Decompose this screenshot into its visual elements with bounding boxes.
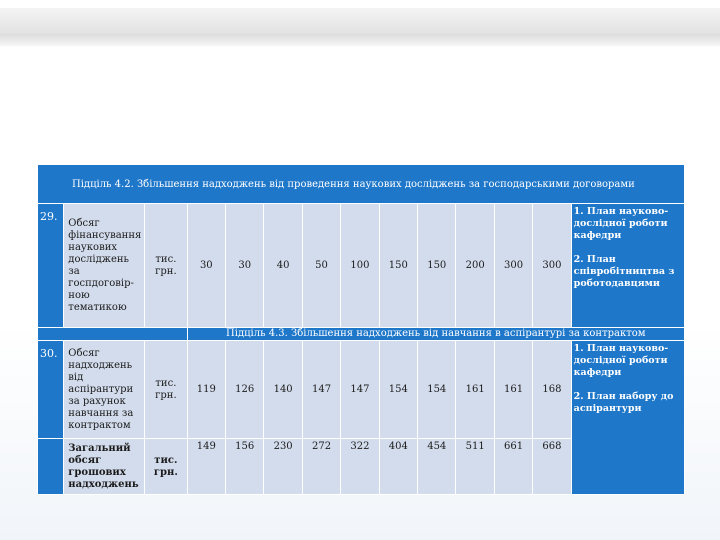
- total-value-cell: 454: [418, 439, 456, 495]
- row-number: 29.: [38, 204, 64, 328]
- label-line: надходжень: [68, 478, 139, 490]
- total-value-cell: 404: [379, 439, 417, 495]
- label-line: обсяг: [68, 454, 102, 466]
- table-row-29: [38, 204, 685, 328]
- subsection-2-row: [38, 328, 685, 341]
- value-cell: 50: [302, 204, 340, 328]
- label-line: контрактом: [68, 419, 131, 431]
- row-29-unit: тис. грн.: [145, 204, 187, 328]
- total-value-cell: 668: [533, 439, 571, 495]
- label-line: Загальний: [68, 442, 131, 454]
- value-cell: 147: [341, 341, 379, 439]
- note-item: 1. План науково-дослідної роботи кафедри: [573, 343, 669, 378]
- total-value-cell: 322: [341, 439, 379, 495]
- value-cell: 300: [494, 204, 532, 328]
- label-line: навчання за: [68, 407, 134, 419]
- value-cell: 168: [533, 341, 571, 439]
- note-item: 2. План співробітництва з роботодавцями: [573, 254, 675, 289]
- label-line: Обсяг: [68, 347, 100, 359]
- value-cell: 30: [226, 204, 264, 328]
- total-value-cell: 272: [302, 439, 340, 495]
- table-row-30: [38, 341, 685, 439]
- value-cell: 40: [264, 204, 302, 328]
- top-band-shadow: [0, 34, 720, 46]
- note-item: 2. План набору до аспірантури: [573, 391, 674, 414]
- value-cell: 100: [341, 204, 379, 328]
- total-value-cell: 511: [456, 439, 494, 495]
- total-value-cell: 661: [494, 439, 532, 495]
- label-line: Обсяг: [68, 217, 100, 229]
- top-band: [0, 8, 720, 34]
- label-line: ною: [68, 289, 90, 301]
- value-cell: 30: [187, 204, 225, 328]
- row-29-notes: [571, 204, 684, 328]
- label-line: тематикою: [68, 301, 127, 313]
- value-cell: 150: [418, 204, 456, 328]
- label-line: грошових: [68, 466, 126, 478]
- total-value-cell: 156: [226, 439, 264, 495]
- subsection-1-row: [38, 165, 685, 204]
- label-line: госпдоговір-: [68, 277, 134, 289]
- subsection-1-title: Підціль 4.2. Збільшення надходжень від проведення наукових досліджень за господарськими договорами: [38, 165, 685, 204]
- label-line: фінансування: [68, 229, 142, 241]
- value-cell: 119: [187, 341, 225, 439]
- label-line: за рахунок: [68, 395, 126, 407]
- top-decoration: [0, 0, 720, 50]
- total-value-cell: 149: [187, 439, 225, 495]
- row-30-unit: тис. грн.: [145, 341, 187, 439]
- total-unit: тис. грн.: [145, 439, 187, 495]
- value-cell: 147: [302, 341, 340, 439]
- row-number: 30.: [38, 341, 64, 439]
- note-item: 1. План науково-дослідної роботи кафедри: [573, 206, 669, 241]
- value-cell: 200: [456, 204, 494, 328]
- value-cell: 140: [264, 341, 302, 439]
- value-cell: 154: [418, 341, 456, 439]
- value-cell: 300: [533, 204, 571, 328]
- plan-table: [37, 164, 685, 495]
- label-line: від: [68, 371, 84, 383]
- value-cell: 154: [379, 341, 417, 439]
- value-cell: 126: [226, 341, 264, 439]
- label-line: досліджень за: [68, 253, 129, 277]
- label-line: наукових: [68, 241, 117, 253]
- label-line: надходжень: [68, 359, 133, 371]
- value-cell: 161: [494, 341, 532, 439]
- value-cell: 161: [456, 341, 494, 439]
- total-label: [64, 439, 145, 495]
- row-29-label: [64, 204, 145, 328]
- value-cell: 150: [379, 204, 417, 328]
- total-value-cell: 230: [264, 439, 302, 495]
- row-30-notes: [571, 341, 684, 495]
- subsection-2-title: Підціль 4.3. Збільшення надходжень від навчання в аспірантурі за контрактом: [187, 328, 684, 341]
- row-30-label: [64, 341, 145, 439]
- label-line: аспірантури: [68, 383, 134, 395]
